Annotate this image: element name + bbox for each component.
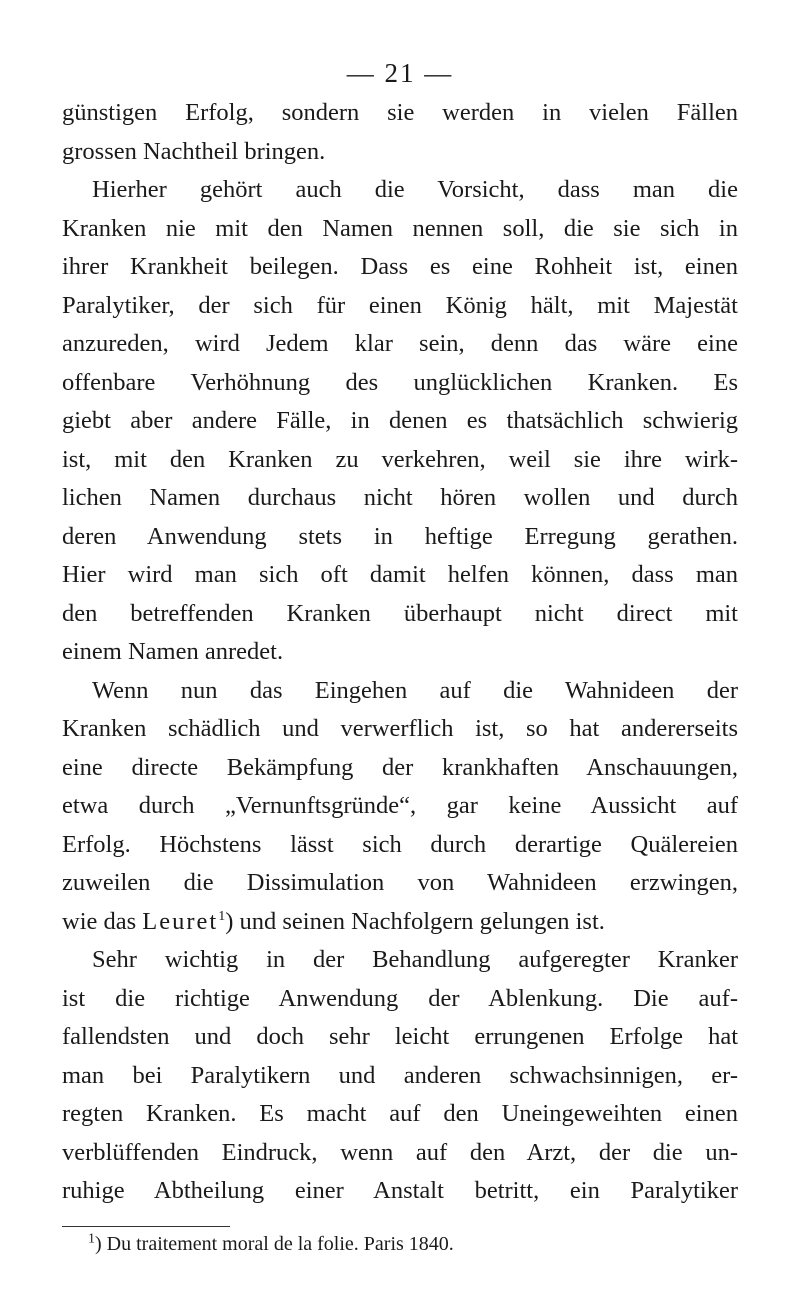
text-line: Hier wird man sich oft damit helfen können, dass man	[62, 561, 738, 588]
text-line: giebt aber andere Fälle, in denen es thatsächlich schwierig	[62, 407, 738, 434]
footnote	[88, 1231, 454, 1257]
author-name-leuret: Leuret	[142, 907, 219, 935]
footnote-marker: 1	[218, 908, 226, 924]
text-line: deren Anwendung stets in heftige Erregung gerathen.	[62, 522, 738, 550]
text-fragment: ) und seinen Nachfolgern gelungen ist.	[225, 907, 605, 935]
text-line: fallendsten und doch sehr leicht errungenen Erfolge hat	[62, 1023, 738, 1050]
text-line: ist die richtige Anwendung der Ablenkung. Die auf-	[62, 984, 738, 1012]
text-line: grossen Nachtheil bringen.	[62, 137, 326, 165]
text-line: ruhige Abtheilung einer Anstalt betritt, ein Paralytiker	[62, 1177, 738, 1204]
text-line: Sehr wichtig in der Behandlung aufgeregter Kranker	[92, 946, 738, 973]
body-text	[62, 94, 738, 1211]
text-line: Hierher gehört auch die Vorsicht, dass man die	[92, 176, 738, 203]
text-line: anzureden, wird Jedem klar sein, denn das wäre eine	[62, 330, 738, 357]
text-line: Kranken schädlich und verwerflich ist, so hat andererseits	[62, 715, 738, 742]
text-line: etwa durch „Vernunftsgründe“, gar keine Aussicht auf	[62, 792, 738, 819]
footnote-text: ) Du traitement moral de la folie. Paris 1840.	[95, 1233, 454, 1255]
text-fragment: wie das	[62, 907, 143, 935]
text-line: Paralytiker, der sich für einen König hält, mit Majestät	[62, 291, 738, 319]
text-line: den betreffenden Kranken überhaupt nicht direct mit	[62, 599, 738, 627]
text-line: Wenn nun das Eingehen auf die Wahnideen der	[92, 676, 738, 704]
text-line: verblüffenden Eindruck, wenn auf den Arzt, der die un-	[62, 1138, 738, 1166]
text-line: Erfolg. Höchstens lässt sich durch derartige Quälereien	[62, 830, 738, 858]
text-line: ist, mit den Kranken zu verkehren, weil sie ihre wirk-	[62, 445, 738, 473]
text-line: günstigen Erfolg, sondern sie werden in vielen Fällen	[62, 99, 738, 126]
text-line: Kranken nie mit den Namen nennen soll, die sie sich in	[62, 214, 738, 242]
text-line: zuweilen die Dissimulation von Wahnideen erzwingen,	[62, 869, 738, 896]
footnote-divider	[62, 1226, 230, 1227]
page-number: — 21 —	[346, 58, 454, 88]
text-line: offenbare Verhöhnung des unglücklichen Kranken. Es	[62, 368, 738, 396]
text-line: lichen Namen durchaus nicht hören wollen und durch	[62, 484, 738, 511]
text-line: einem Namen anredet.	[62, 638, 284, 665]
footnote-number: 1	[88, 1231, 95, 1247]
text-line: regten Kranken. Es macht auf den Uneingeweihten einen	[62, 1100, 738, 1127]
text-line: man bei Paralytikern und anderen schwachsinnigen, er-	[62, 1061, 738, 1089]
text-line: ihrer Krankheit beilegen. Dass es eine Rohheit ist, einen	[62, 253, 738, 280]
text-line: eine directe Bekämpfung der krankhaften Anschauungen,	[62, 753, 738, 781]
text-line-leuret	[62, 903, 738, 942]
